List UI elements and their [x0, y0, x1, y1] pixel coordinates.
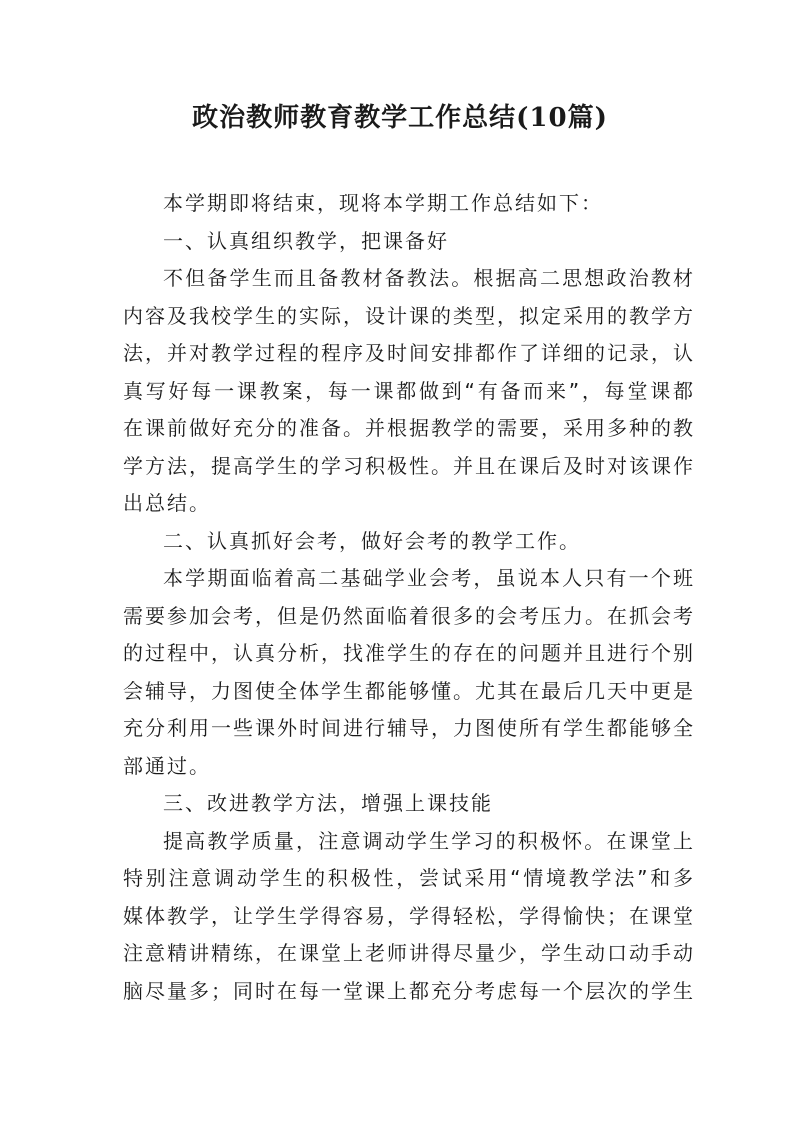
section-heading-2: 二、认真抓好会考，做好会考的教学工作。 [163, 528, 581, 553]
document-title: 政治教师教育教学工作总结(10篇) [192, 103, 608, 133]
paragraph-intro: 本学期即将结束，现将本学期工作总结如下： [163, 191, 603, 215]
section-heading-1: 一、认真组织教学，把课备好 [163, 228, 449, 253]
paragraph-section-1: 不但备学生而且备教材备教法。根据高二思想政治教材内容及我校学生的实际，设计课的类型，拟定采用的教学方法，并对教学过程的程序及时间安排都作了详细的记录，认真写好每一课教案，每一课都做到“有备而来”，每堂课都在课前做好充分的准备。并根据教学的需要，采用多种的教学方法，提高学生的学习积极性。并且在课后及时对该课作出总结。 [123, 266, 695, 515]
paragraph-section-2: 本学期面临着高二基础学业会考，虽说本人只有一个班需要参加会考，但是仍然面临着很多的会考压力。在抓会考的过程中，认真分析，找准学生的存在的问题并且进行个别会辅导，力图使全体学生都能够懂。尤其在最后几天中更是充分利用一些课外时间进行辅导，力图使所有学生都能够全部通过。 [123, 566, 695, 778]
section-heading-3: 三、改进教学方法，增强上课技能 [163, 791, 493, 815]
document-body [123, 185, 695, 1010]
paragraph-section-3: 提高教学质量，注意调动学生学习的积极怀。在课堂上特别注意调动学生的积极性，尝试采用“情境教学法”和多媒体教学，让学生学得容易，学得轻松，学得愉快；在课堂注意精讲精练，在课堂上老师讲得尽量少，学生动口动手动脑尽量多；同时在每一堂课上都充分考虑每一个层次的学生 [123, 828, 695, 1003]
